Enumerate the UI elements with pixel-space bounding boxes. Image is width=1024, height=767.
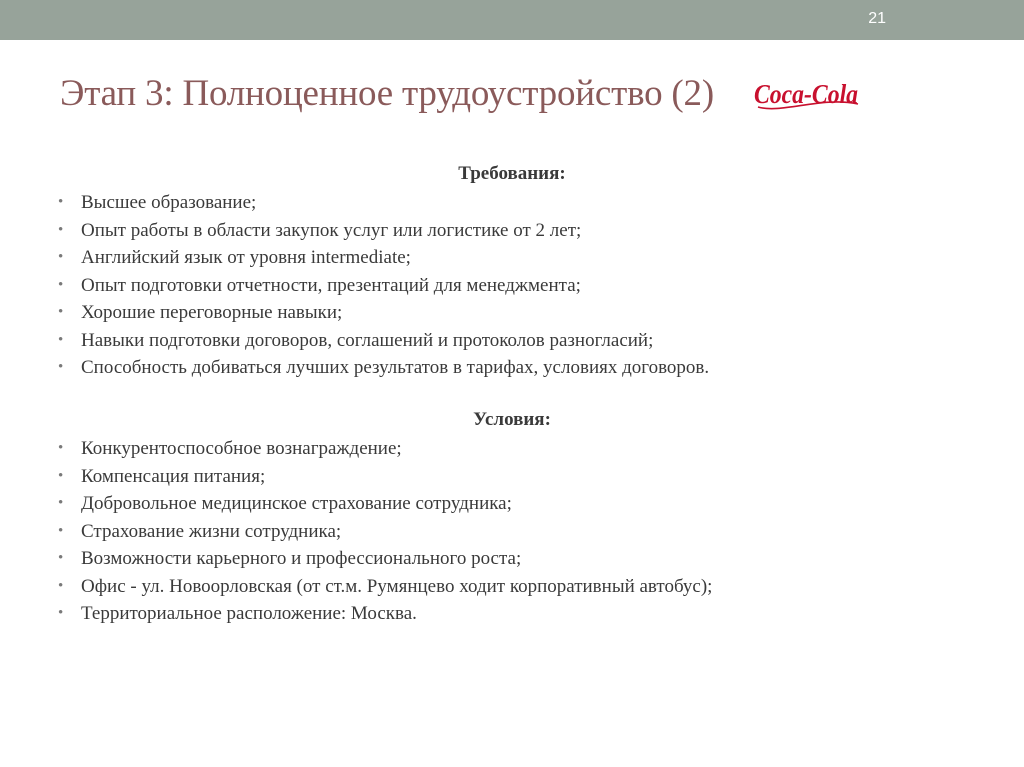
list-item: • Опыт работы в области закупок услуг или логистике от 2 лет; [58, 217, 709, 245]
list-item: • Возможности карьерного и профессионального роста; [58, 545, 712, 573]
top-bar [0, 0, 1024, 40]
list-item: • Способность добиваться лучших результатов в тарифах, условиях договоров. [58, 354, 709, 382]
list-item: • Добровольное медицинское страхование сотрудника; [58, 490, 712, 518]
list-item: • Английский язык от уровня intermediate; [58, 244, 709, 272]
logo-wordmark: Coca-Cola [754, 79, 858, 109]
coca-cola-logo [752, 74, 862, 114]
requirements-list [58, 189, 709, 382]
list-item: • Компенсация питания; [58, 463, 712, 491]
list-item: • Хорошие переговорные навыки; [58, 299, 709, 327]
list-item: • Территориальное расположение: Москва. [58, 600, 712, 628]
conditions-list [58, 435, 712, 628]
requirements-heading: Требования: [458, 163, 566, 184]
list-item: • Офис - ул. Новоорловская (от ст.м. Румянцево ходит корпоративный автобус); [58, 573, 712, 601]
list-item: • Опыт подготовки отчетности, презентаций для менеджмента; [58, 272, 709, 300]
list-item: • Навыки подготовки договоров, соглашений и протоколов разногласий; [58, 327, 709, 355]
list-item: • Страхование жизни сотрудника; [58, 518, 712, 546]
list-item: • Высшее образование; [58, 189, 709, 217]
list-item: • Конкурентоспособное вознаграждение; [58, 435, 712, 463]
slide-title: Этап 3: Полноценное трудоустройство (2) [60, 73, 714, 114]
slide-number: 21 [868, 10, 886, 27]
conditions-heading: Условия: [473, 409, 551, 430]
